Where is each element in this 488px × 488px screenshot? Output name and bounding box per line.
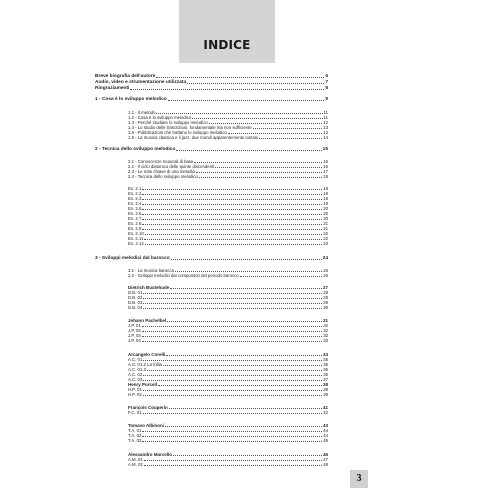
toc-entry-page: 38	[322, 382, 328, 387]
dot-leader	[142, 229, 322, 230]
dot-leader	[209, 123, 322, 124]
dot-leader	[253, 128, 323, 129]
dot-leader	[173, 455, 322, 456]
header-box	[179, 0, 275, 63]
toc-entry	[128, 135, 328, 140]
toc-entry-label: 1.3 - Perché studiare lo sviluppo melodico	[128, 120, 208, 125]
dot-leader	[142, 214, 322, 215]
toc-entry-page: 28	[323, 290, 328, 295]
dot-leader	[142, 326, 322, 327]
toc-entry-page: 22	[323, 236, 328, 241]
toc-entry-label: 2.1 - Conoscenze musicali di base	[128, 159, 194, 164]
dot-leader	[142, 209, 322, 210]
toc-entry-label: J.P. 03	[128, 333, 141, 338]
dot-leader	[143, 298, 322, 299]
dot-leader	[142, 194, 322, 195]
toc-entry-page: 39	[323, 387, 328, 392]
dot-leader	[168, 100, 325, 101]
toc-entry-page: 11	[323, 115, 328, 120]
dot-leader	[145, 234, 322, 235]
toc-entry-page: 19	[323, 201, 328, 206]
toc-entry-page: 28	[323, 295, 328, 300]
toc-entry-label: Es. 2.10	[128, 231, 144, 236]
toc-entry-label: 3 - Sviluppi melodici dal barocco	[95, 256, 170, 261]
toc-entry-label: Es. 2.3	[128, 196, 142, 201]
toc-entry-page: 20	[323, 216, 328, 221]
dot-leader	[142, 199, 322, 200]
dot-leader	[166, 355, 322, 356]
toc-entry-label: 1 - Cosa è lo sviluppo melodico	[95, 97, 167, 102]
toc-entry-page: 39	[323, 392, 328, 397]
toc-entry-page: 41	[322, 405, 328, 410]
toc-entry-page: 27	[322, 285, 328, 290]
toc-entry-label: 1.2 - Cosa è lo sviluppo melodico	[128, 115, 192, 120]
toc-entry-label: Audio, video e strumentazione utilizzata	[95, 80, 187, 85]
toc-entry-page: 31	[322, 318, 328, 323]
toc-entry-page: 34	[322, 352, 328, 357]
dot-leader	[143, 360, 322, 361]
toc-entry-label: T.A. 03	[128, 438, 142, 443]
dot-leader	[143, 413, 323, 414]
toc-entry-label: H.P. 02	[128, 392, 142, 397]
toc-entry-page: 20	[323, 211, 328, 216]
toc-entry	[95, 97, 328, 102]
toc-entry-label: Tomaso Albinoni	[128, 423, 164, 428]
toc-entry-page: 7	[325, 80, 328, 85]
toc-entry-page: 29	[323, 300, 328, 305]
toc-entry-label: Es. 2.4	[128, 201, 142, 206]
dot-leader	[130, 89, 324, 90]
dot-leader	[145, 244, 322, 245]
toc-entry-page: 20	[323, 206, 328, 211]
toc-entry-label: A.M. 01	[128, 457, 143, 462]
toc-entry-page: 14	[323, 135, 328, 140]
toc-entry	[128, 174, 328, 179]
dot-leader	[228, 133, 322, 134]
dot-leader	[169, 408, 322, 409]
toc-entry-page: 43	[322, 423, 328, 428]
toc-entry-label: Es. 2.12	[128, 241, 144, 246]
dot-leader	[142, 436, 322, 437]
dot-leader	[171, 259, 322, 260]
page-title: INDICE	[203, 38, 251, 52]
toc-entry-label: A.C. 03	[128, 377, 143, 382]
toc-entry-label: 3.1 - La musica barocca	[128, 268, 174, 273]
toc-entry-page: 8	[325, 86, 328, 91]
toc-entry	[128, 273, 328, 278]
toc-entry-label: T.A. 01	[128, 428, 142, 433]
toc-entry-page: 36	[323, 367, 328, 372]
toc-entry-page: 25	[323, 268, 328, 273]
dot-leader	[143, 390, 322, 391]
toc-entry	[128, 462, 328, 467]
toc-entry-page: 13	[323, 130, 328, 135]
dot-leader	[194, 162, 322, 163]
toc-entry-label: 2 - Tecnica dello sviluppo melodico	[95, 147, 176, 152]
toc-entry-label: 1.4 - Lo studio delle trascrizioni, fondamentale ma non sufficiente	[128, 125, 252, 130]
toc-entry	[128, 305, 328, 310]
dot-leader	[192, 118, 322, 119]
toc-entry-page: 18	[323, 191, 328, 196]
toc-entry-page: 13	[323, 125, 328, 130]
toc-entry-page: 46	[322, 452, 328, 457]
toc-entry	[128, 410, 328, 415]
toc-entry-label: Ringraziamenti	[95, 86, 130, 91]
toc-entry-page: 44	[323, 433, 328, 438]
dot-leader	[215, 167, 322, 168]
toc-entry	[128, 338, 328, 343]
toc-entry-page: 18	[323, 174, 328, 179]
toc-entry-page: 48	[323, 462, 328, 467]
toc-entry-page: 12	[323, 120, 328, 125]
toc-entry-label: D.B. 03	[128, 300, 143, 305]
toc-entry-page: 6	[325, 74, 328, 79]
toc-entry-page: 32	[323, 328, 328, 333]
dot-leader	[144, 239, 322, 240]
toc-entry-label: 3.2 - Sviluppi melodici dai compositori del periodo barocco	[128, 273, 239, 278]
toc-entry-label: Es. 2.2	[128, 191, 142, 196]
toc-entry	[95, 80, 328, 85]
toc-entry-label: A.M. 02	[128, 462, 143, 467]
toc-entry-page: 17	[323, 169, 328, 174]
toc-entry-label: H.P. 01	[128, 387, 142, 392]
toc-entry-page: 47	[323, 457, 328, 462]
dot-leader	[144, 465, 322, 466]
toc-entry-label: Dietrich Buxtehude	[128, 285, 170, 290]
toc-entry-page: 22	[323, 231, 328, 236]
toc-entry-page: 23	[323, 241, 328, 246]
toc-entry	[95, 147, 328, 152]
toc-entry-label: François Couperin	[128, 405, 168, 410]
toc-entry-page: 21	[323, 221, 328, 226]
toc-entry-page: 36	[323, 372, 328, 377]
toc-entry-label: D.B. 04	[128, 305, 143, 310]
toc-entry-label: Alessandro Marcello	[128, 452, 173, 457]
dot-leader	[143, 308, 322, 309]
dot-leader	[142, 331, 322, 332]
toc-entry-label: Es. 2.1	[128, 186, 142, 191]
toc-entry-label: D.B. 02	[128, 295, 143, 300]
toc-entry-label: T.A. 02	[128, 433, 142, 438]
toc-entry-page: 15	[322, 147, 328, 152]
toc-entry-page: 18	[323, 196, 328, 201]
toc-entry-label: J.P. 01	[128, 323, 141, 328]
toc-entry	[128, 241, 328, 246]
toc-entry-label: Johann Pachelbel	[128, 318, 167, 323]
toc-entry-page: 33	[323, 338, 328, 343]
toc-entry-label: Es. 2.8	[128, 221, 142, 226]
toc-entry-label: A.C. 02	[128, 372, 143, 377]
toc-entry-label: Es. 2.7	[128, 216, 142, 221]
toc-entry-label: Es. 2.5	[128, 206, 142, 211]
dot-leader	[170, 288, 322, 289]
toc-entry-page: 37	[323, 377, 328, 382]
toc-entry-label: 2.3 - Le note chiave di una melodia	[128, 169, 195, 174]
toc-entry-label: 2.2 - Il ciclo diatonico delle quinte discendenti	[128, 164, 215, 169]
toc-entry-label: D.B. 01	[128, 290, 143, 295]
dot-leader	[240, 276, 322, 277]
toc-entry-label: Es. 2.6	[128, 211, 142, 216]
dot-leader	[143, 293, 322, 294]
dot-leader	[176, 150, 321, 151]
toc-entry-label: Arcangelo Corelli	[128, 352, 166, 357]
toc-entry-page: 18	[323, 186, 328, 191]
toc-entry-page: 9	[325, 97, 328, 102]
toc-entry-page: 32	[323, 333, 328, 338]
toc-entry	[128, 392, 328, 397]
toc-entry-page: 32	[323, 323, 328, 328]
toc-entry-label: 2.4 - Tecnica dello sviluppo melodico	[128, 174, 198, 179]
dot-leader	[143, 395, 322, 396]
toc-entry-label: 1.5 - Pubblicazioni che trattano lo sviluppo melodico	[128, 130, 227, 135]
dot-leader	[165, 426, 322, 427]
dot-leader	[175, 271, 322, 272]
toc-entry-page: 24	[322, 256, 328, 261]
toc-entry-label: 1.1 - Il metodo	[128, 110, 156, 115]
dot-leader	[142, 219, 322, 220]
dot-leader	[142, 224, 322, 225]
dot-leader	[187, 83, 324, 84]
dot-leader	[143, 303, 322, 304]
toc-entry-label: Henry Purcell	[128, 382, 158, 387]
toc-entry-label: A.C. 01.3	[128, 367, 146, 372]
dot-leader	[199, 177, 322, 178]
dot-leader	[142, 431, 322, 432]
toc-entry-label: 1.6 - La musica classica e il jazz, due mondi apparentemente lontani	[128, 135, 259, 140]
toc-entry-page: 16	[323, 159, 328, 164]
dot-leader	[142, 341, 322, 342]
toc-entry-label: Es. 2.9	[128, 226, 142, 231]
toc-entry-page: 16	[323, 164, 328, 169]
toc-entry-page: 45	[323, 438, 328, 443]
toc-entry-label: J.P. 02	[128, 328, 141, 333]
toc-entry-page: 35	[323, 362, 328, 367]
dot-leader	[142, 441, 322, 442]
toc-entry-page: 26	[323, 273, 328, 278]
dot-leader	[156, 113, 322, 114]
toc-entry-label: Breve biografia dell'autore	[95, 74, 156, 79]
toc-entry	[95, 256, 328, 261]
toc-entry	[128, 438, 328, 443]
dot-leader	[142, 189, 322, 190]
toc-entry	[95, 74, 328, 79]
dot-leader	[143, 380, 322, 381]
toc-entry-page: 42	[323, 410, 328, 415]
toc-entry-page: 44	[323, 428, 328, 433]
dot-leader	[142, 336, 322, 337]
dot-leader	[158, 385, 322, 386]
toc-entry-label: A.C. 01.2 La follia	[128, 362, 162, 367]
toc-entry-label: F.C. 01	[128, 410, 142, 415]
dot-leader	[142, 204, 322, 205]
toc-entry-page: 11	[323, 110, 328, 115]
toc-entry-page: 21	[323, 226, 328, 231]
dot-leader	[147, 370, 322, 371]
dot-leader	[259, 138, 322, 139]
dot-leader	[143, 375, 322, 376]
dot-leader	[196, 172, 322, 173]
toc-entry	[95, 86, 328, 91]
toc-entry-page: 35	[323, 357, 328, 362]
page-number: 3	[350, 470, 368, 488]
dot-leader	[144, 460, 322, 461]
toc-entry-page: 30	[323, 305, 328, 310]
dot-leader	[167, 321, 322, 322]
dot-leader	[156, 77, 324, 78]
toc-entry-label: A.C. 01	[128, 357, 143, 362]
toc-entry-label: J.P. 04	[128, 338, 141, 343]
toc-entry-label: Es. 2.11	[128, 236, 144, 241]
dot-leader	[163, 365, 322, 366]
